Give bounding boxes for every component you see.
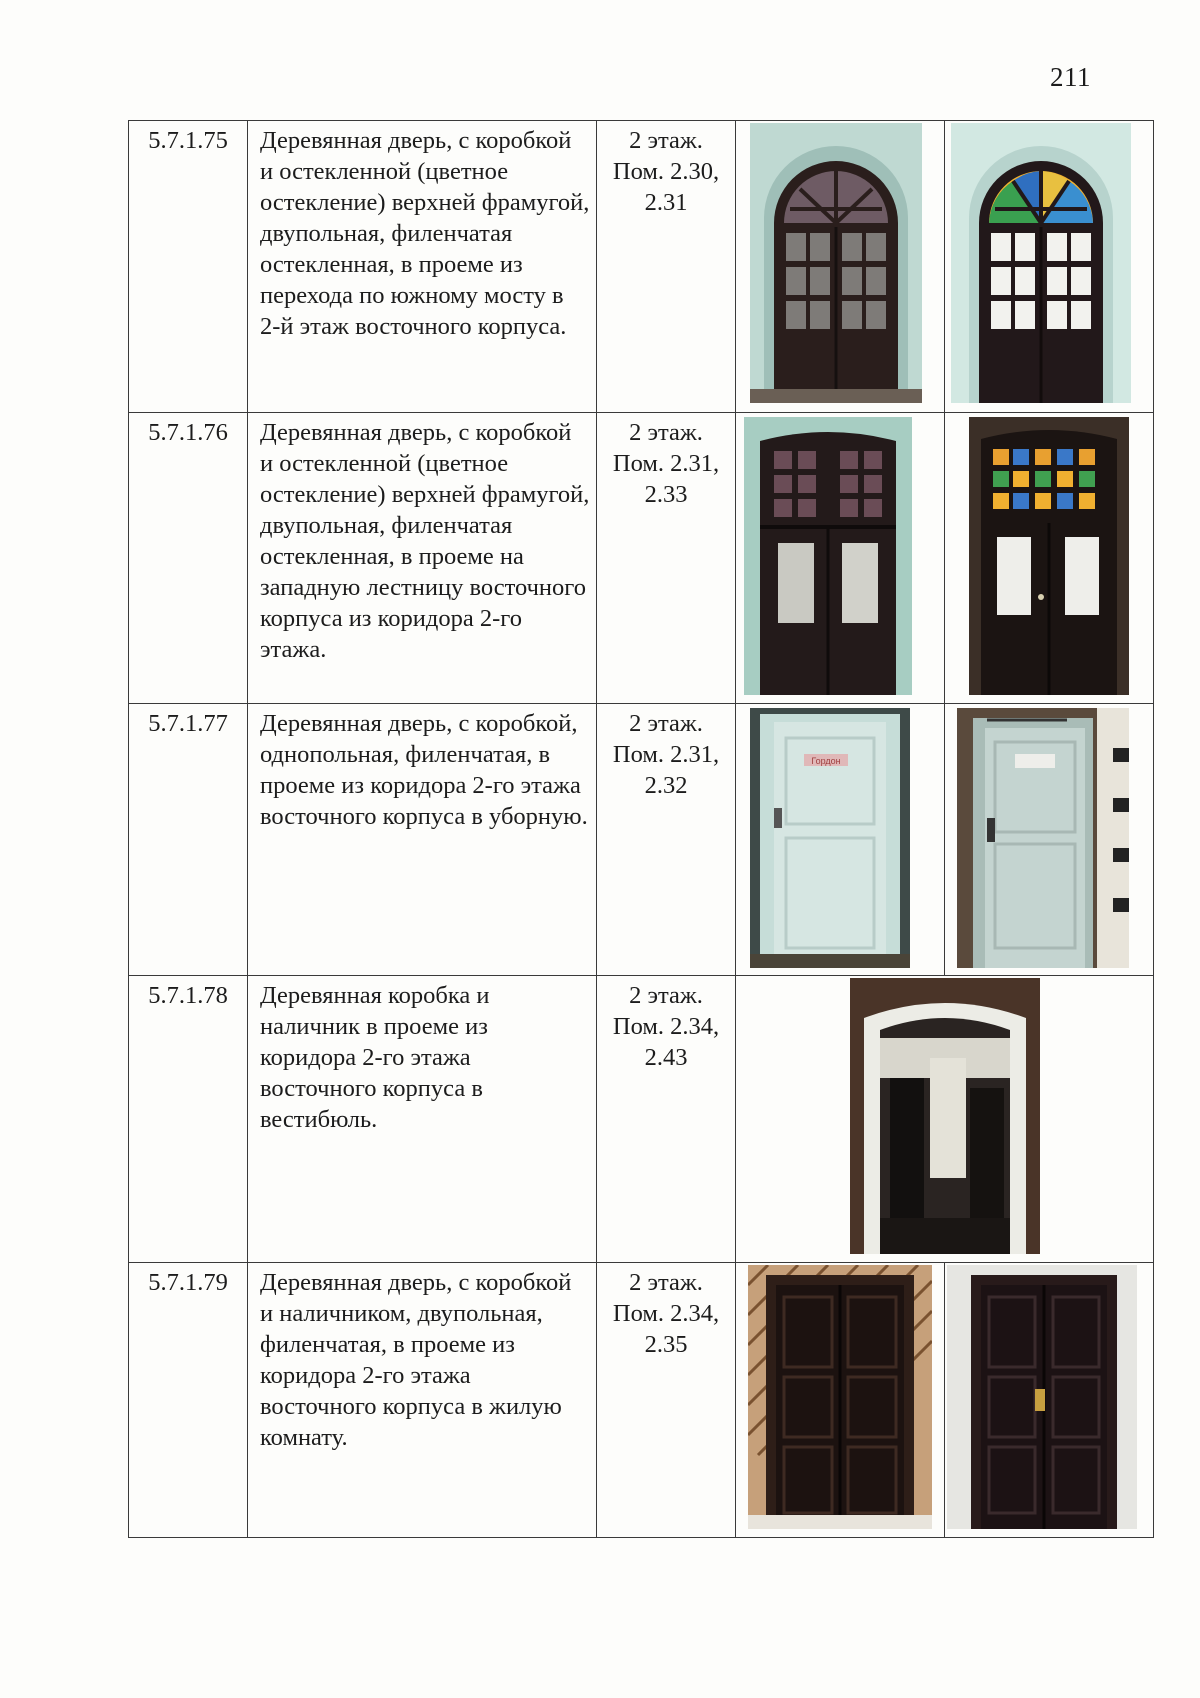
item-location-cell: [597, 1263, 736, 1538]
location-floor: 2 этаж.: [629, 419, 703, 446]
photo-cell: [736, 413, 945, 704]
item-description: Деревянная коробка и наличник в проеме из коридора 2-го этажа восточного корпуса в вестибюль.: [260, 982, 490, 1133]
door-photo-back: [947, 1265, 1137, 1529]
page-number: 211: [1050, 62, 1091, 92]
item-location-cell: [597, 704, 736, 976]
table-row: [129, 1263, 1154, 1538]
location-room-2: 2.32: [644, 772, 688, 799]
door-inventory-table: [128, 120, 1154, 1538]
location-floor: 2 этаж.: [629, 127, 703, 154]
location-room: Пом. 2.34,: [612, 1013, 720, 1040]
table-row: [129, 121, 1154, 413]
table-row: [129, 413, 1154, 704]
item-location-cell: [597, 413, 736, 704]
location-room: Пом. 2.31,: [612, 741, 720, 768]
doorway-photo: [850, 978, 1040, 1254]
item-number: 5.7.1.75: [129, 121, 248, 413]
table-row: [129, 976, 1154, 1263]
item-description-cell: [248, 1263, 597, 1538]
item-number: 5.7.1.79: [129, 1263, 248, 1538]
item-description-cell: [248, 976, 597, 1263]
photo-cell: [736, 1263, 945, 1538]
item-description: Деревянная дверь, с коробкой и остекленной (цветное остекление) верхней фрамугой, двупольная, филенчатая остекленная, в проеме из перехода по южному мосту в 2-й этаж восточного корпуса.: [260, 127, 590, 340]
item-number: 5.7.1.77: [129, 704, 248, 976]
item-description: Деревянная дверь, с коробкой и наличником, двупольная, филенчатая, в проеме из коридора 2-го этажа восточного корпуса в жилую комнату.: [260, 1269, 572, 1451]
door-photo-back: [969, 417, 1129, 695]
item-number: 5.7.1.76: [129, 413, 248, 704]
door-photo-back: [951, 123, 1131, 403]
location-floor: 2 этаж.: [629, 1269, 703, 1296]
location-room: Пом. 2.34,: [612, 1300, 720, 1327]
photo-cell: [736, 704, 945, 976]
photo-cell: [736, 976, 1154, 1263]
item-location-cell: [597, 121, 736, 413]
restroom-sign: Гордон: [811, 756, 841, 766]
location-room-2: 2.43: [644, 1044, 688, 1071]
location-room: Пом. 2.30,: [612, 158, 720, 185]
item-description: Деревянная дверь, с коробкой, однопольная, филенчатая, в проеме из коридора 2-го этажа восточного корпуса в уборную.: [260, 710, 588, 830]
table-row: [129, 704, 1154, 976]
item-description: Деревянная дверь, с коробкой и остекленной (цветное остекление) верхней фрамугой, двупольная, филенчатая остекленная, в проеме на западную лестницу восточного корпуса из коридора 2-го этажа.: [260, 419, 590, 663]
photo-cell: [945, 121, 1154, 413]
item-number: 5.7.1.78: [129, 976, 248, 1263]
door-photo-front: [750, 123, 922, 403]
door-photo-front: [748, 1265, 932, 1529]
photo-cell: [945, 704, 1154, 976]
location-room-2: 2.35: [644, 1331, 688, 1358]
location-floor: 2 этаж.: [629, 710, 703, 737]
item-description-cell: [248, 121, 597, 413]
location-room: Пом. 2.31,: [612, 450, 720, 477]
door-photo-back: [957, 708, 1129, 968]
door-photo-front: [750, 708, 910, 968]
photo-cell: [945, 413, 1154, 704]
photo-cell: [736, 121, 945, 413]
item-location-cell: [597, 976, 736, 1263]
location-room-2: 2.33: [644, 481, 688, 508]
item-description-cell: [248, 413, 597, 704]
photo-cell: [945, 1263, 1154, 1538]
item-description-cell: [248, 704, 597, 976]
door-photo-front: [744, 417, 912, 695]
location-floor: 2 этаж.: [629, 982, 703, 1009]
location-room-2: 2.31: [644, 189, 688, 216]
